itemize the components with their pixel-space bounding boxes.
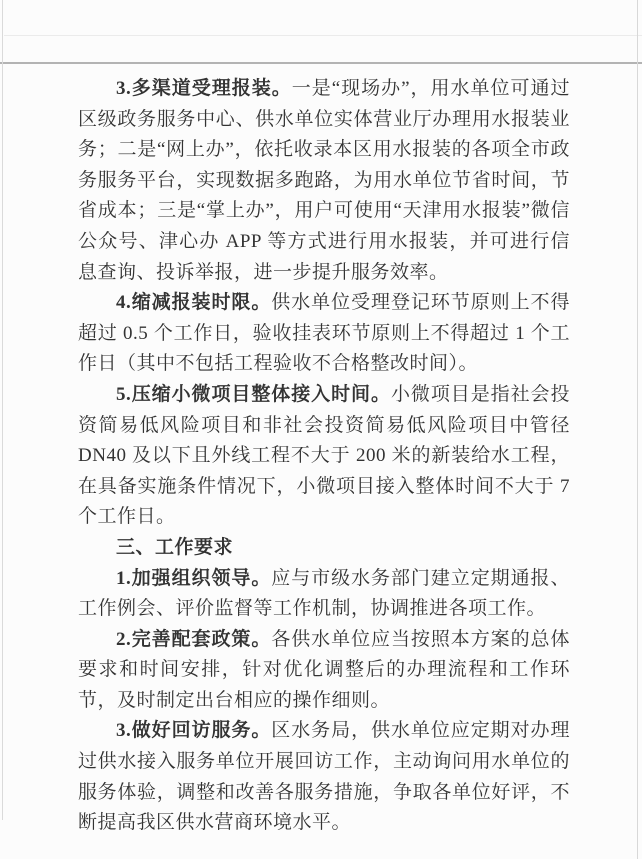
paragraph-multi-channel-acceptance <box>78 74 570 288</box>
page-left-edge-line <box>2 0 3 820</box>
paragraph-lead: 1.加强组织领导。 <box>116 567 272 589</box>
paragraph-text: 区水务局，供水单位应定期对办理过供水接入服务单位开展回访工作，主动询问用水单位的服务体验，调整和改善各服务措施，争取各单位好评，不断提高我区供水营商环境水平。 <box>78 720 570 834</box>
document-body <box>78 74 570 839</box>
scan-edge-faint-line <box>4 35 642 36</box>
paragraph-lead: 4.缩减报装时限。 <box>116 292 272 314</box>
paragraph-text: 应与市级水务部门建立定期通报、工作例会、评价监督等工作机制，协调推进各项工作。 <box>78 567 570 620</box>
paragraph-reduce-time-limit <box>78 288 570 380</box>
paragraph-improve-policies <box>78 625 570 717</box>
page-right-edge-line <box>637 0 638 859</box>
paragraph-lead: 2.完善配套政策。 <box>116 628 272 650</box>
paragraph-compress-small-projects <box>78 380 570 533</box>
paragraph-lead: 5.压缩小微项目整体接入时间。 <box>116 383 391 405</box>
page-top-edge-line <box>0 62 642 64</box>
paragraph-text: 供水单位受理登记环节原则上不得超过 0.5 个工作日，验收挂表环节原则上不得超过 1 个工作日（其中不包括工程验收不合格整改时间）。 <box>78 292 570 375</box>
paragraph-text: 各供水单位应当按照本方案的总体要求和时间安排，针对优化调整后的办理流程和工作环节，及时制定出台相应的操作细则。 <box>78 628 570 711</box>
paragraph-text: 小微项目是指社会投资简易低风险项目和非社会投资简易低风险项目中管径 DN40 及以下且外线工程不大于 200 米的新装给水工程，在具备实施条件情况下，小微项目接入整体时间不大于 7 个工作日。 <box>78 383 570 528</box>
paragraph-follow-up-service <box>78 716 570 838</box>
paragraph-text: 一是“现场办”，用水单位可通过区级政务服务中心、供水单位实体营业厅办理用水报装业务；二是“网上办”，依托收录本区用水报装的各项全市政务服务平台，实现数据多跑路，为用水单位节省时间，节省成本；三是“掌上办”，用户可使用“天津用水报装”微信公众号、津心办 APP 等方式进行用水报装，并可进行信息查询、投诉举报，进一步提升服务效率。 <box>78 78 570 283</box>
paragraph-lead: 3.做好回访服务。 <box>116 720 272 742</box>
paragraph-lead: 3.多渠道受理报装。 <box>116 78 292 99</box>
paragraph-strengthen-leadership <box>78 564 570 625</box>
section-heading-work-requirements: 三、工作要求 <box>116 536 234 558</box>
